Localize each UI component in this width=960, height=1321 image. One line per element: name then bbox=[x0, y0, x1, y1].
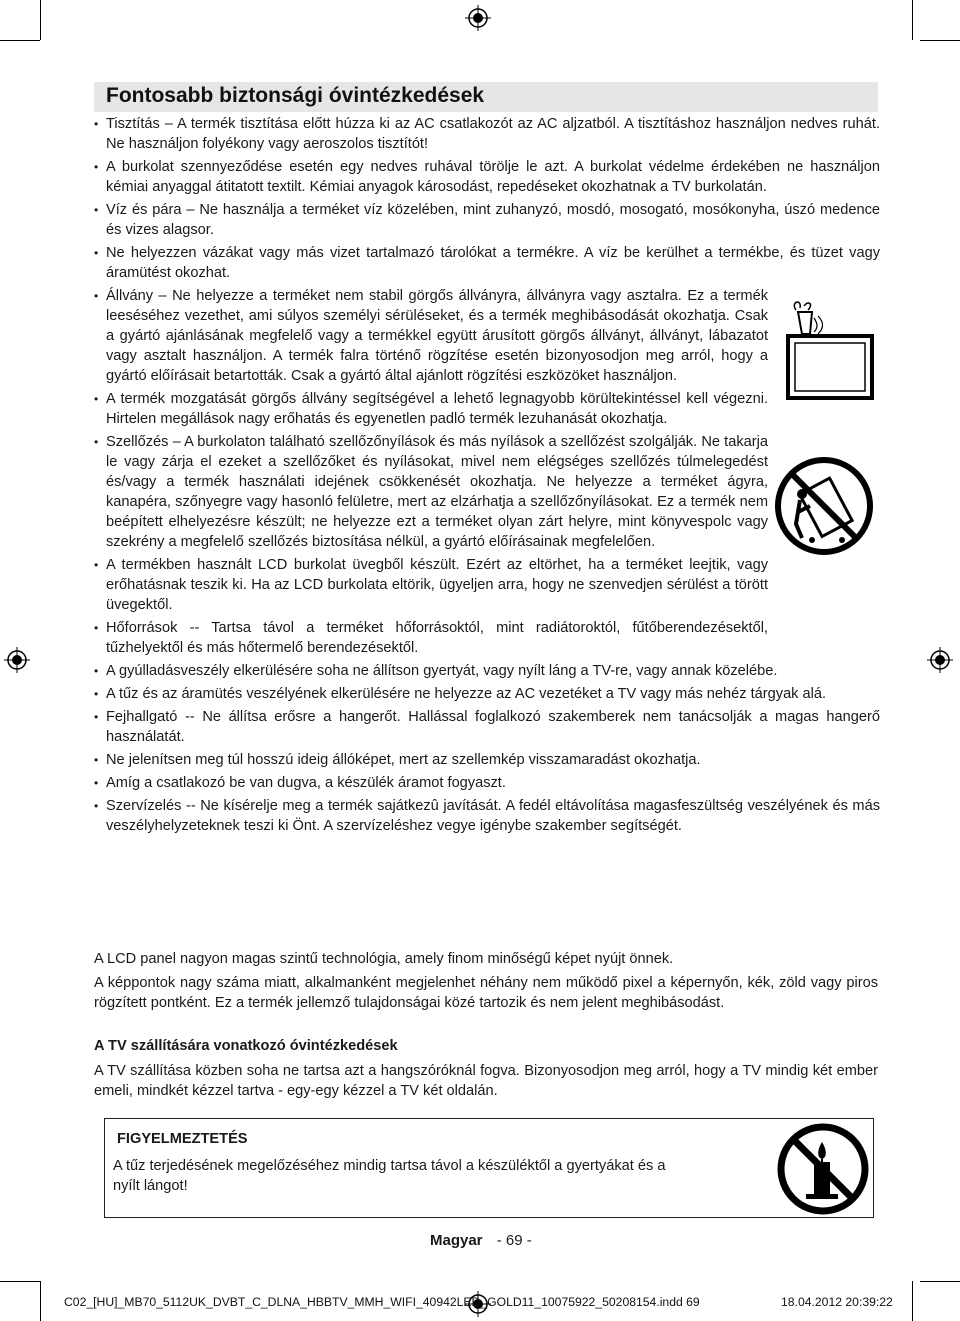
bullet-text: A gyúlladásveszély elkerülésére soha ne állítson gyertyát, vagy nyílt láng a TV-re, vagy annak közelébe. bbox=[106, 663, 778, 679]
bullet-lead: Szervízelés -- bbox=[106, 798, 196, 814]
bullet-text: Ne állítsa erősre a hangerőt. Hallással foglalkozó szakemberek nem tanácsolják a magas hangerő használatát. bbox=[106, 709, 880, 745]
no-cart-tipping-icon bbox=[772, 454, 876, 558]
pixel-paragraph: A képpontok nagy száma miatt, alkalmanként megjelenhet néhány nem működő pixel a képernyőn, kék, zöld vagy piros rögzített pontként. Ez a termék jellemző tulajdonságai közé tartozik és nem jelent meghibásodást. bbox=[94, 975, 878, 1011]
list-item bbox=[94, 200, 880, 240]
bullet-text: A termékben használt LCD burkolat üvegből készült. Ezért az eltörhet, ha a terméket leejtik, vagy erőhatásnak teszik ki. Ha az LCD burkolata eltörik, ügyeljen arra, hogy ne szenvedjen sérülést a törött üvegektől. bbox=[106, 557, 768, 613]
list-item bbox=[94, 773, 880, 793]
bullet-text: Ne jelenítsen meg túl hosszú ideig állóképet, mert az szellemkép visszamaradást okozhatja. bbox=[106, 752, 701, 768]
list-item bbox=[94, 432, 768, 552]
safety-bullet-list bbox=[94, 114, 880, 839]
transport-heading: A TV szállítására vonatkozó óvintézkedések bbox=[94, 1038, 398, 1054]
list-item bbox=[94, 661, 880, 681]
list-item bbox=[94, 243, 880, 283]
list-item bbox=[94, 750, 880, 770]
footer-language: Magyar bbox=[430, 1232, 483, 1249]
vase-on-tv-icon bbox=[778, 298, 878, 402]
print-slug-date: 18.04.2012 20:39:22 bbox=[781, 1295, 893, 1309]
list-item bbox=[94, 796, 880, 836]
crop-mark bbox=[920, 40, 960, 41]
list-item bbox=[94, 684, 880, 704]
bullet-text: Amíg a csatlakozó be van dugva, a készülék áramot fogyaszt. bbox=[106, 775, 506, 791]
bullet-lead: Tisztítás – bbox=[106, 116, 173, 132]
print-slug-file: C02_[HU]_MB70_5112UK_DVBT_C_DLNA_HBBTV_MMH_WIFI_40942LED_GOLD11_10075922_50208154.indd 69 bbox=[64, 1295, 700, 1309]
warning-title: FIGYELMEZTETÉS bbox=[117, 1131, 248, 1147]
list-item bbox=[94, 157, 880, 197]
registration-mark-icon bbox=[925, 645, 955, 675]
bullet-text: Ne helyezzen vázákat vagy más vizet tartalmazó tárolókat a termékre. A víz be kerülhet a termékbe, és tüzet vagy áramütést okozhat. bbox=[106, 245, 880, 281]
warning-text: A tűz terjedésének megelőzéséhez mindig tartsa távol a készüléktől a gyertyákat és a nyílt lángot! bbox=[113, 1158, 666, 1194]
registration-mark-icon bbox=[463, 3, 493, 33]
crop-mark bbox=[920, 1281, 960, 1282]
registration-mark-icon bbox=[2, 645, 32, 675]
list-item bbox=[94, 286, 768, 386]
bullet-text: A termék mozgatását görgős állvány segítségével a lehető legnagyobb körültekintéssel kell végezni. Hirtelen megállások nagy erőhatás és egyenetlen padló termék lezuhanását okozhatja. bbox=[106, 391, 768, 427]
bullet-lead: Víz és pára – bbox=[106, 202, 195, 218]
page-footer bbox=[430, 1232, 532, 1249]
bullet-lead: Fejhallgató -- bbox=[106, 709, 195, 725]
footer-page-number: - 69 - bbox=[496, 1232, 532, 1249]
bullet-lead: Hőforrások -- bbox=[106, 620, 200, 636]
bullet-lead: Állvány – bbox=[106, 288, 167, 304]
crop-mark bbox=[0, 40, 40, 41]
warning-box bbox=[104, 1118, 874, 1218]
section-title-bar bbox=[94, 82, 878, 112]
bullet-text: Ne használja a terméket víz közelében, mint zuhanyzó, mosdó, mosogató, mosókonyha, úszó medence és vizes alagsor. bbox=[106, 202, 880, 238]
lcd-paragraph: A LCD panel nagyon magas szintű technológia, amely finom minőségű képet nyújt önnek. bbox=[94, 951, 674, 967]
list-item bbox=[94, 707, 880, 747]
bullet-text: Tartsa távol a terméket hőforrásoktól, mint radiátoroktól, fűtőberendezésektől, tűzhelyektől és más hőtermelő berendezésektől. bbox=[106, 620, 768, 656]
crop-mark bbox=[912, 0, 913, 40]
bullet-text: A termék tisztítása előtt húzza ki az AC csatlakozót az AC aljzatból. A tisztításhoz használjon nedves ruhát. Ne használjon folyékony vagy aeroszolos tisztítót! bbox=[106, 116, 880, 152]
page-title: Fontosabb biztonsági óvintézkedések bbox=[106, 84, 485, 107]
bullet-text: Ne kísérelje meg a termék sajátkezû javítását. A fedél eltávolítása magasfeszültség veszélyének és más veszélyhelyzeteknek teszi ki Önt. A szervízeléshez vegye igénybe szakember segítségét. bbox=[106, 798, 880, 834]
list-item bbox=[94, 389, 768, 429]
bullet-text: A burkolat szennyeződése esetén egy nedves ruhával törölje le azt. A burkolat védelme érdekében ne használjon kémiai anyaggal átitatott textilt. Kémiai anyagok károsodást, repedéseket okozhatnak a TV burkolatán. bbox=[106, 159, 880, 195]
list-item bbox=[94, 114, 880, 154]
transport-paragraph: A TV szállítása közben soha ne tartsa azt a hangszóróknál fogva. Bizonyosodjon meg arról, hogy a TV mindig két ember emeli, mindkét kézzel tartva - egy-egy kézzel a TV két oldalán. bbox=[94, 1063, 878, 1099]
list-item bbox=[94, 555, 768, 615]
bullet-text: A burkolaton található szellőzőnyílások és más nyílások a szellőzést szolgálják. Ne takarja le vagy zárja el ezeket a szellőzőket és nyílásokat, mivel nem elégséges szellőzés túlmelegedést és/vagy a termék használati idejének csökkenését okozhatja. Ne helyezze a terméket ágyra, kanapéra, szőnyegre vagy hasonló felületre, mert az elzárhatja a szellőzőnyílásokat. Ez a termék nem beépített elhelyezésre készült; ne helyezze ezt a terméket olyan zárt helyre, mint könyvespolc vagy szekrény a megfelelő szellőzés biztosítása nélkül, a gyártó előírásainak megfelelően. bbox=[106, 434, 768, 550]
bullet-text: A tűz és az áramütés veszélyének elkerülésére ne helyezze az AC vezetéket a TV vagy más nehéz tárgyak alá. bbox=[106, 686, 827, 702]
bullet-text: Ne helyezze a terméket nem stabil görgős állványra, állványra vagy asztalra. Ez a termék leeséséhez vezethet, ami súlyos személyi sérüléseket, és a termék meghibásodását okozhatja. Csak a gyártó ajánlásának megfelelő vagy a termékkel együtt árusított görgős állványt, állványt, lábazatot vagy asztalt használjon. A termék falra történő rögzítése esetén bizonyosodjon meg arról, hogy a gyártó előírásait betartották. Csak a gyártó által ajánlott rögzítési eszközöket használjon. bbox=[106, 288, 769, 384]
no-candle-icon bbox=[776, 1122, 870, 1216]
crop-mark bbox=[0, 1281, 40, 1282]
crop-mark bbox=[40, 0, 41, 40]
crop-mark bbox=[912, 1281, 913, 1321]
bullet-lead: Szellőzés – bbox=[106, 434, 181, 450]
crop-mark bbox=[40, 1281, 41, 1321]
list-item bbox=[94, 618, 768, 658]
